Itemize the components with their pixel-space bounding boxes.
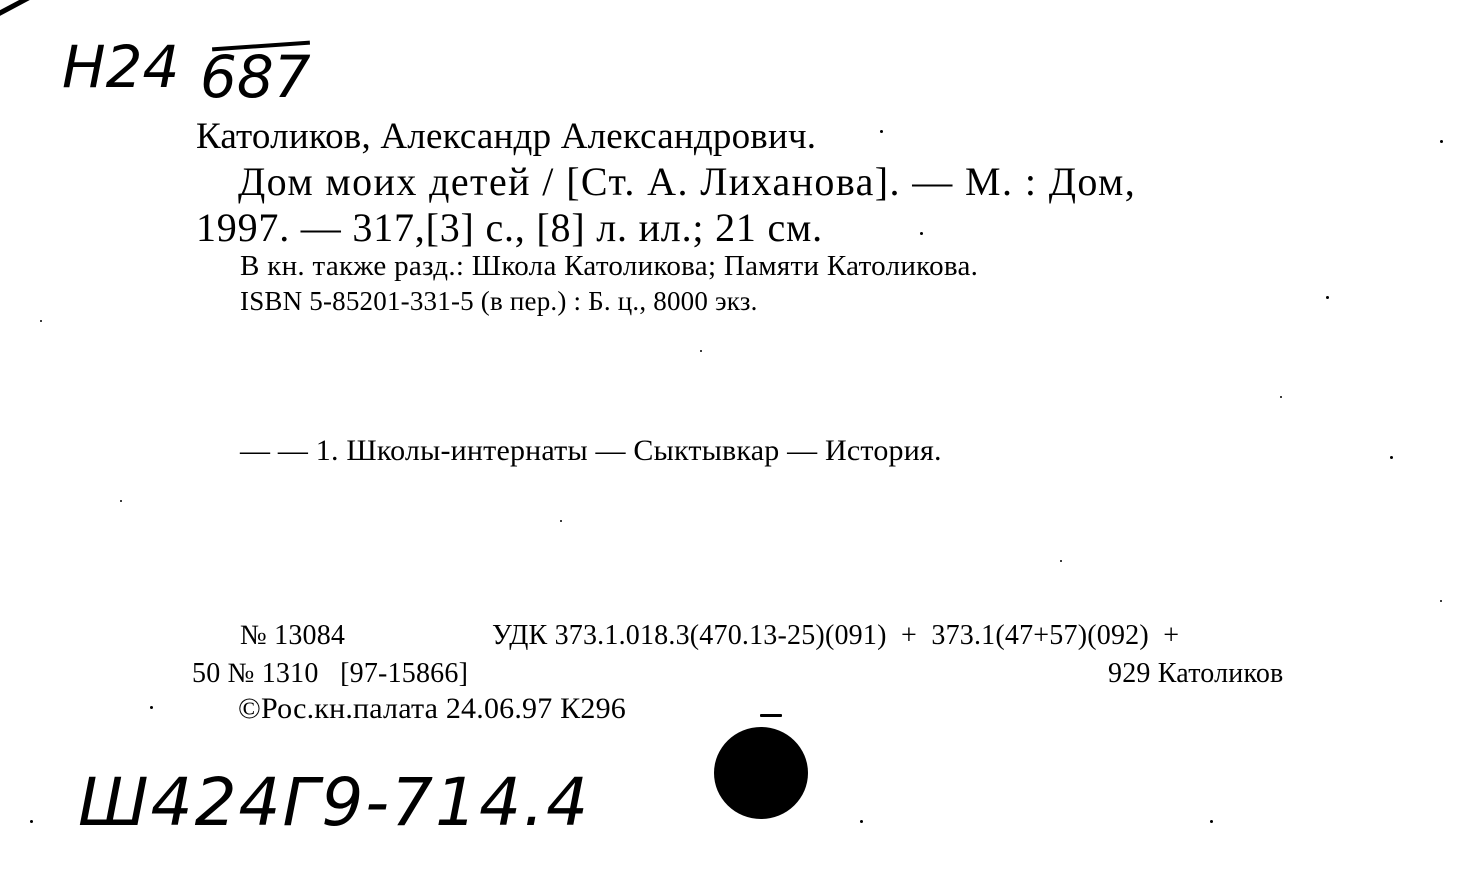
author-heading: Католиков, Александр Александрович. bbox=[196, 116, 817, 157]
scan-speck bbox=[920, 232, 923, 235]
udc-continuation: 929 Католиков bbox=[1108, 658, 1284, 689]
handwritten-shelf-mark: Ш424Г9-714.4 bbox=[78, 764, 591, 841]
scan-speck bbox=[40, 320, 42, 322]
scan-speck bbox=[1440, 600, 1442, 602]
scan-speck bbox=[150, 706, 153, 709]
scan-speck bbox=[880, 130, 883, 133]
scan-speck bbox=[560, 520, 562, 522]
handwritten-call-number: 687 bbox=[200, 43, 311, 111]
scan-speck bbox=[860, 820, 863, 823]
scan-speck bbox=[1390, 456, 1393, 459]
punch-hole bbox=[714, 727, 808, 819]
handwritten-call-prefix: Н24 bbox=[62, 33, 180, 101]
copyright-line: ©Рос.кн.палата 24.06.97 К296 bbox=[238, 692, 626, 725]
scan-speck bbox=[760, 714, 782, 717]
udc-classification: УДК 373.1.018.3(470.13-25)(091) + 373.1(47+57)(092) + bbox=[492, 620, 1180, 651]
corner-pen-mark bbox=[0, 0, 35, 16]
control-number-line: 50 № 1310 [97-15866] bbox=[192, 658, 469, 689]
title-statement-line-1: Дом моих детей / [Ст. А. Лиханова]. — М. : Дом, bbox=[238, 159, 1137, 204]
record-number: № 13084 bbox=[240, 620, 346, 651]
scan-speck bbox=[1280, 396, 1282, 398]
contents-note: В кн. также разд.: Школа Католикова; Памяти Католикова. bbox=[240, 250, 979, 282]
scan-speck bbox=[30, 820, 33, 823]
scan-speck bbox=[1326, 296, 1329, 299]
scan-speck bbox=[1440, 140, 1443, 143]
scan-speck bbox=[700, 350, 702, 352]
subject-heading-line: — — 1. Школы-интернаты — Сыктывкар — История. bbox=[240, 434, 942, 467]
scan-speck bbox=[1210, 820, 1213, 823]
title-statement-line-2: 1997. — 317,[3] с., [8] л. ил.; 21 см. bbox=[196, 205, 823, 250]
scan-speck bbox=[1060, 560, 1062, 562]
isbn-line: ISBN 5-85201-331-5 (в пер.) : Б. ц., 8000 экз. bbox=[240, 286, 758, 316]
scan-speck bbox=[120, 500, 122, 502]
